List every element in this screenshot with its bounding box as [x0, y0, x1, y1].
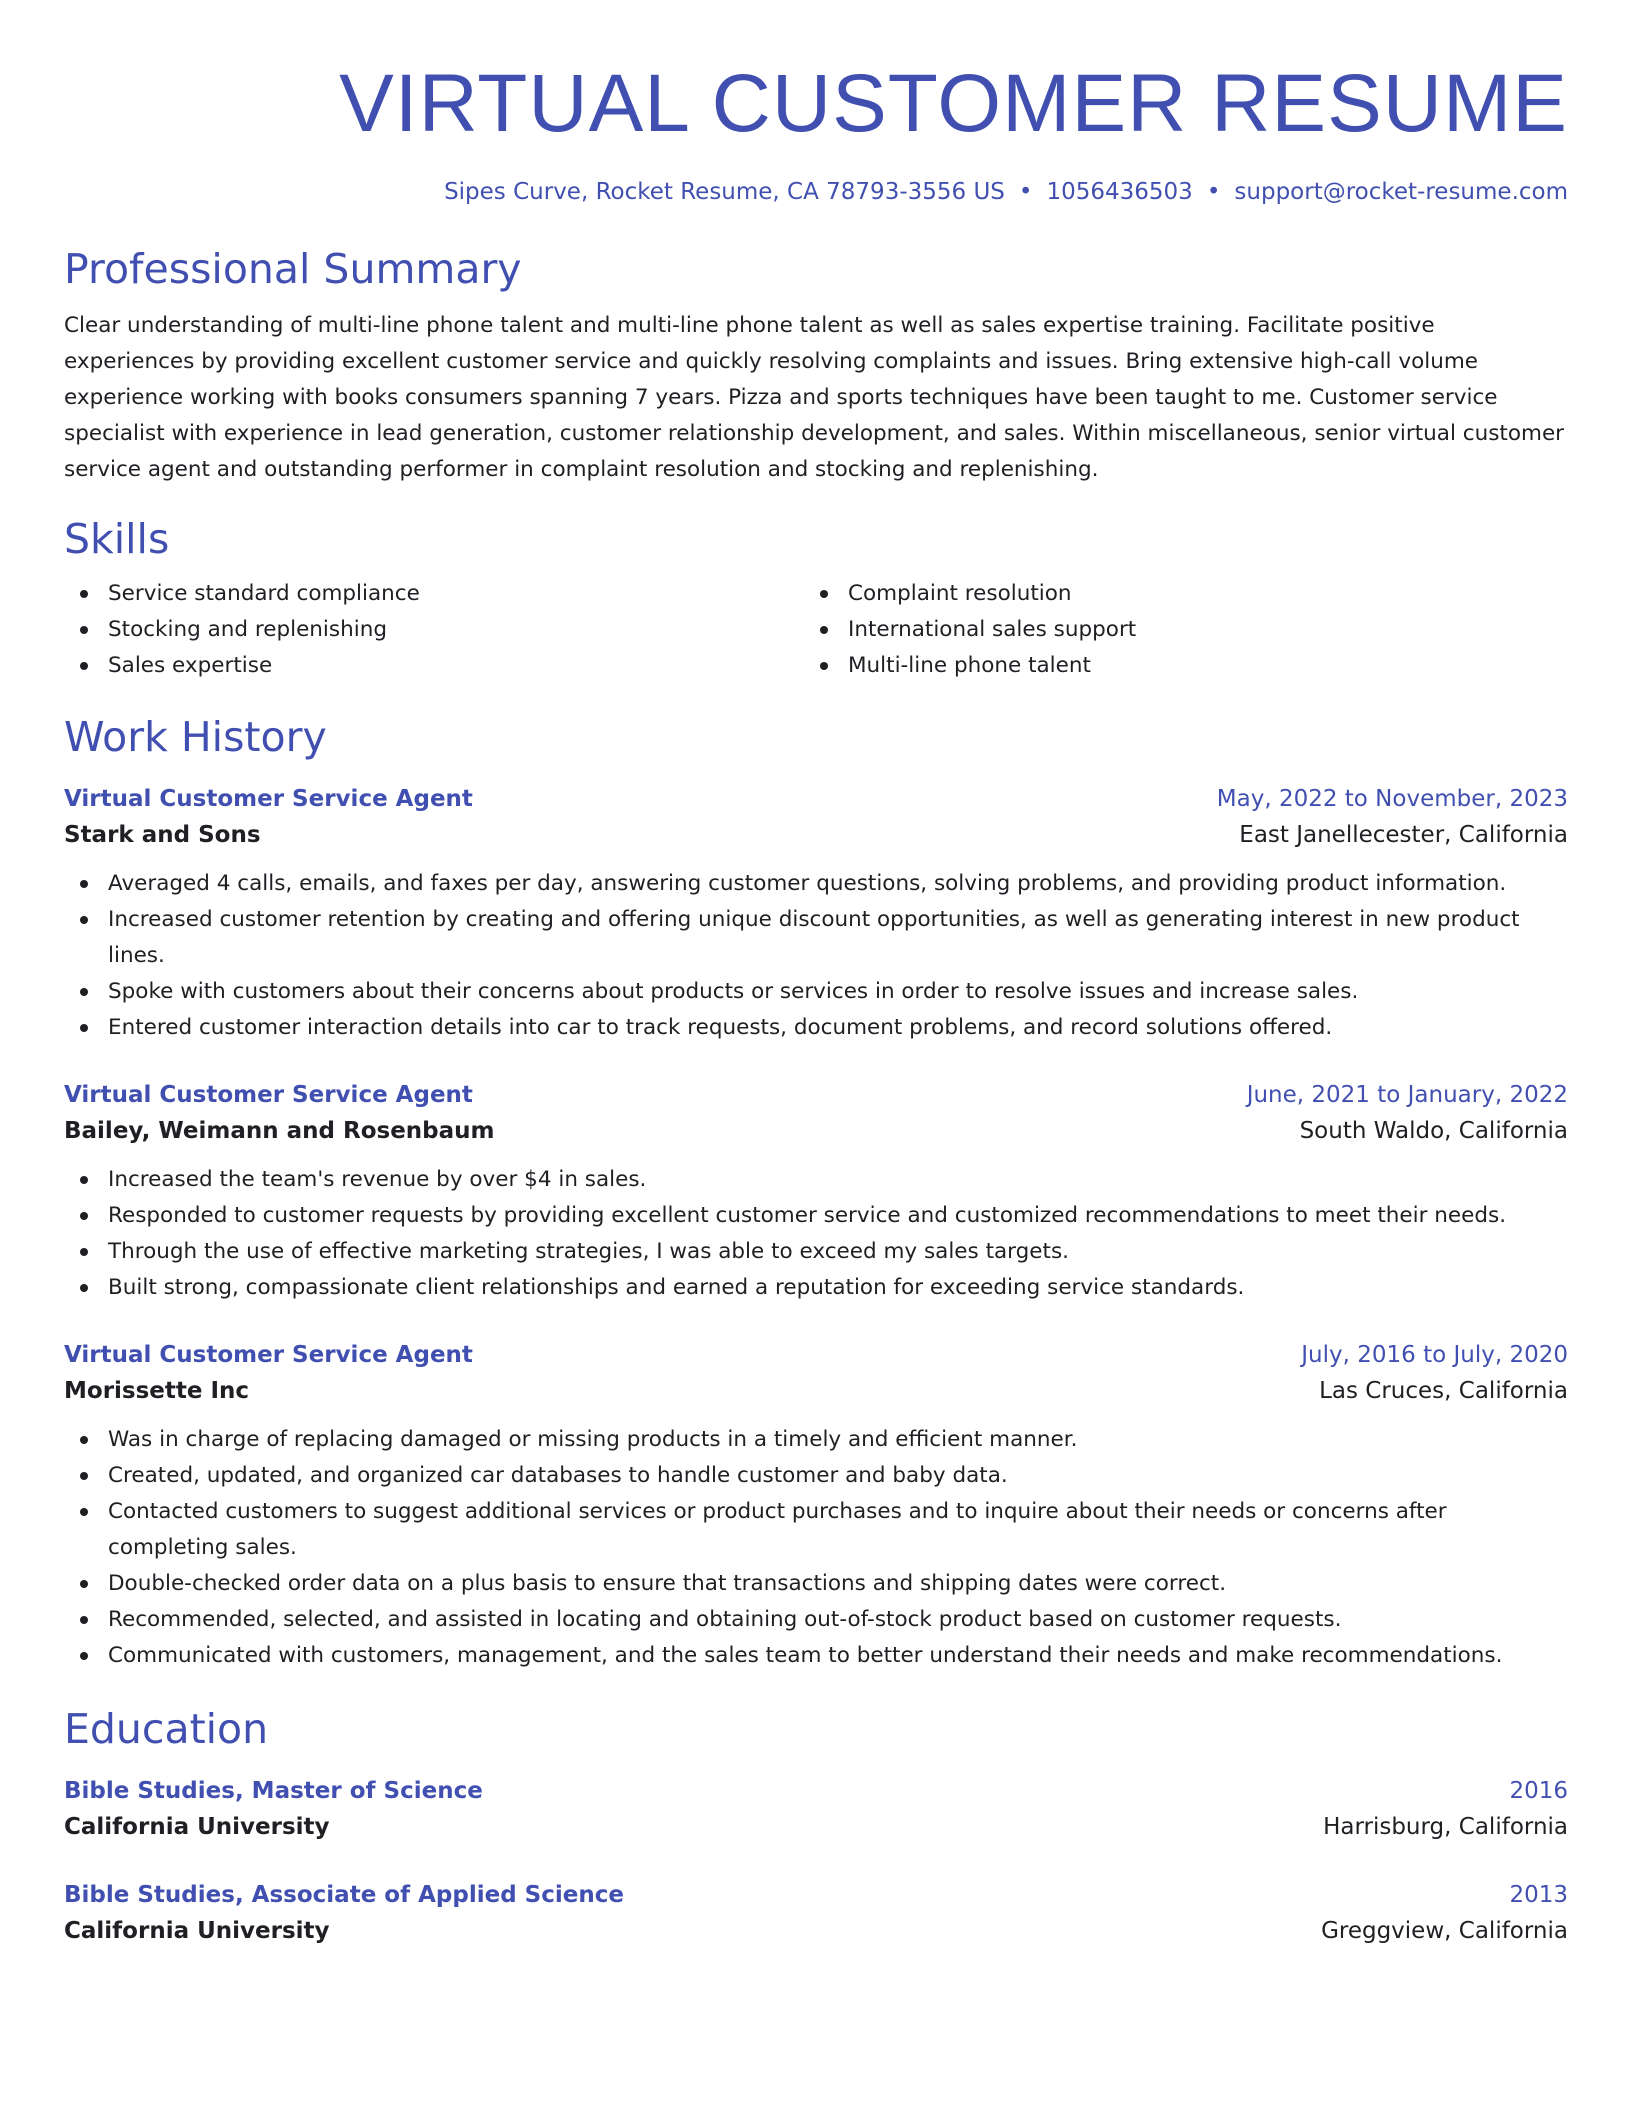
job-location: East Janellecester, California [1239, 822, 1568, 848]
skills-list [64, 576, 1568, 684]
bullet-icon [80, 1580, 88, 1588]
education-entry [64, 1878, 1568, 1950]
summary-text: Clear understanding of multi-line phone talent and multi-line phone talent as well as sales expertise training. Facilitate positive experiences by providing excellent customer service and quickly resolving complaints and issues. Bring extensive high-call volume experience working with books consumers spanning 7 years. Pizza and sports techniques have been taught to me. Customer service specialist with experience in lead generation, customer relationship development, and sales. Within miscellaneous, senior virtual customer service agent and outstanding performer in complaint resolution and stocking and replenishing. [64, 313, 1565, 482]
duty-text: Communicated with customers, management, and the sales team to better understand their needs and make recommendations. [108, 1643, 1503, 1668]
duty-item [64, 1458, 1568, 1494]
duty-item [64, 1566, 1568, 1602]
bullet-icon [80, 1436, 88, 1444]
duty-text: Built strong, compassionate client relationships and earned a reputation for exceeding service standards. [108, 1275, 1245, 1300]
degree-year: 2013 [1509, 1882, 1568, 1908]
skill-text: Stocking and replenishing [108, 617, 387, 642]
duty-text: Was in charge of replacing damaged or missing products in a timely and efficient manner. [108, 1427, 1078, 1452]
bullet-icon [80, 590, 88, 598]
work-entry [64, 1338, 1568, 1674]
duty-text: Through the use of effective marketing strategies, I was able to exceed my sales targets. [108, 1239, 1069, 1264]
bullet-icon [820, 590, 828, 598]
work-entry [64, 1078, 1568, 1306]
job-title: Virtual Customer Service Agent [64, 1082, 473, 1108]
bullet-icon [80, 662, 88, 670]
bullet-icon [80, 1284, 88, 1292]
duty-item [64, 974, 1568, 1010]
school-name: California University [64, 1814, 330, 1840]
job-duties [64, 866, 1568, 1046]
duty-item [64, 1602, 1568, 1638]
duty-item [64, 1638, 1568, 1674]
education-heading: Education [64, 1705, 269, 1753]
summary-heading: Professional Summary [64, 245, 522, 293]
company-name: Morissette Inc [64, 1378, 250, 1404]
bullet-icon [80, 1508, 88, 1516]
duty-item [64, 1270, 1568, 1306]
skill-item [64, 648, 804, 684]
contact-address: Sipes Curve, Rocket Resume, CA 78793-3556 US [444, 179, 1005, 205]
bullet-icon [80, 880, 88, 888]
school-location: Harrisburg, California [1323, 1814, 1568, 1840]
work-entry-header [64, 1338, 1568, 1372]
duty-text: Spoke with customers about their concerns about products or services in order to resolve issues and increase sales. [108, 979, 1359, 1004]
job-location: South Waldo, California [1299, 1118, 1568, 1144]
contact-email[interactable]: support@rocket-resume.com [1234, 179, 1568, 205]
skill-text: International sales support [848, 617, 1137, 642]
duty-text: Double-checked order data on a plus basis to ensure that transactions and shipping dates were correct. [108, 1571, 1227, 1596]
bullet-icon [80, 988, 88, 996]
job-dates: July, 2016 to July, 2020 [1301, 1342, 1568, 1368]
contact-line [64, 178, 1568, 206]
duty-text: Entered customer interaction details into car to track requests, document problems, and record solutions offered. [108, 1015, 1333, 1040]
education-entry-subheader [64, 1912, 1568, 1950]
bullet-icon [80, 1212, 88, 1220]
duty-item [64, 1198, 1568, 1234]
duty-item [64, 1422, 1568, 1458]
job-duties [64, 1422, 1568, 1674]
contact-separator: • [1018, 179, 1033, 205]
education-entry-subheader [64, 1808, 1568, 1846]
bullet-icon [80, 1024, 88, 1032]
duty-item [64, 902, 1568, 974]
company-name: Stark and Sons [64, 822, 261, 848]
duty-text: Created, updated, and organized car databases to handle customer and baby data. [108, 1463, 1008, 1488]
duty-item [64, 1234, 1568, 1270]
bullet-icon [80, 1616, 88, 1624]
bullet-icon [80, 1176, 88, 1184]
bullet-icon [80, 1472, 88, 1480]
skill-item [64, 576, 804, 612]
skill-text: Service standard compliance [108, 581, 420, 606]
bullet-icon [820, 662, 828, 670]
job-duties [64, 1162, 1568, 1306]
school-name: California University [64, 1918, 330, 1944]
job-dates: May, 2022 to November, 2023 [1216, 786, 1568, 812]
education-entry-header [64, 1774, 1568, 1808]
skill-text: Multi-line phone talent [848, 653, 1091, 678]
degree-year: 2016 [1509, 1778, 1568, 1804]
resume-name: VIRTUAL CUSTOMER RESUME [339, 58, 1568, 149]
degree-title: Bible Studies, Associate of Applied Science [64, 1882, 624, 1908]
work-entry [64, 782, 1568, 1046]
work-history-heading: Work History [64, 713, 327, 761]
school-location: Greggview, California [1321, 1918, 1568, 1944]
duty-text: Increased the team's revenue by over $4 in sales. [108, 1167, 647, 1192]
work-entry-header [64, 782, 1568, 816]
skills-heading: Skills [64, 515, 170, 563]
contact-separator: • [1206, 179, 1221, 205]
duty-text: Averaged 4 calls, emails, and faxes per day, answering customer questions, solving problems, and providing product information. [108, 871, 1507, 896]
skills-column-left [64, 576, 804, 684]
degree-title: Bible Studies, Master of Science [64, 1778, 483, 1804]
skill-item [64, 612, 804, 648]
duty-item [64, 1010, 1568, 1046]
work-entry-subheader [64, 1372, 1568, 1410]
duty-text: Contacted customers to suggest additional services or product purchases and to inquire about their needs or concerns after completing sales. [108, 1499, 1447, 1560]
duty-text: Responded to customer requests by providing excellent customer service and customized recommendations to meet their needs. [108, 1203, 1507, 1228]
skill-item [804, 648, 1544, 684]
company-name: Bailey, Weimann and Rosenbaum [64, 1118, 495, 1144]
duty-item [64, 866, 1568, 902]
work-entry-header [64, 1078, 1568, 1112]
bullet-icon [820, 626, 828, 634]
bullet-icon [80, 1248, 88, 1256]
work-entry-subheader [64, 1112, 1568, 1150]
contact-phone: 1056436503 [1046, 179, 1193, 205]
bullet-icon [80, 1652, 88, 1660]
job-location: Las Cruces, California [1319, 1378, 1568, 1404]
skill-item [804, 612, 1544, 648]
bullet-icon [80, 626, 88, 634]
duty-text: Increased customer retention by creating and offering unique discount opportunities, as well as generating interest in new product lines. [108, 907, 1520, 968]
duty-item [64, 1494, 1568, 1566]
work-entry-subheader [64, 816, 1568, 854]
duty-item [64, 1162, 1568, 1198]
skill-text: Sales expertise [108, 653, 273, 678]
skill-item [804, 576, 1544, 612]
job-title: Virtual Customer Service Agent [64, 786, 473, 812]
skill-text: Complaint resolution [848, 581, 1072, 606]
job-dates: June, 2021 to January, 2022 [1246, 1082, 1568, 1108]
education-entry [64, 1774, 1568, 1846]
skills-column-right [804, 576, 1544, 684]
education-entry-header [64, 1878, 1568, 1912]
bullet-icon [80, 916, 88, 924]
duty-text: Recommended, selected, and assisted in locating and obtaining out-of-stock product based on customer requests. [108, 1607, 1342, 1632]
job-title: Virtual Customer Service Agent [64, 1342, 473, 1368]
